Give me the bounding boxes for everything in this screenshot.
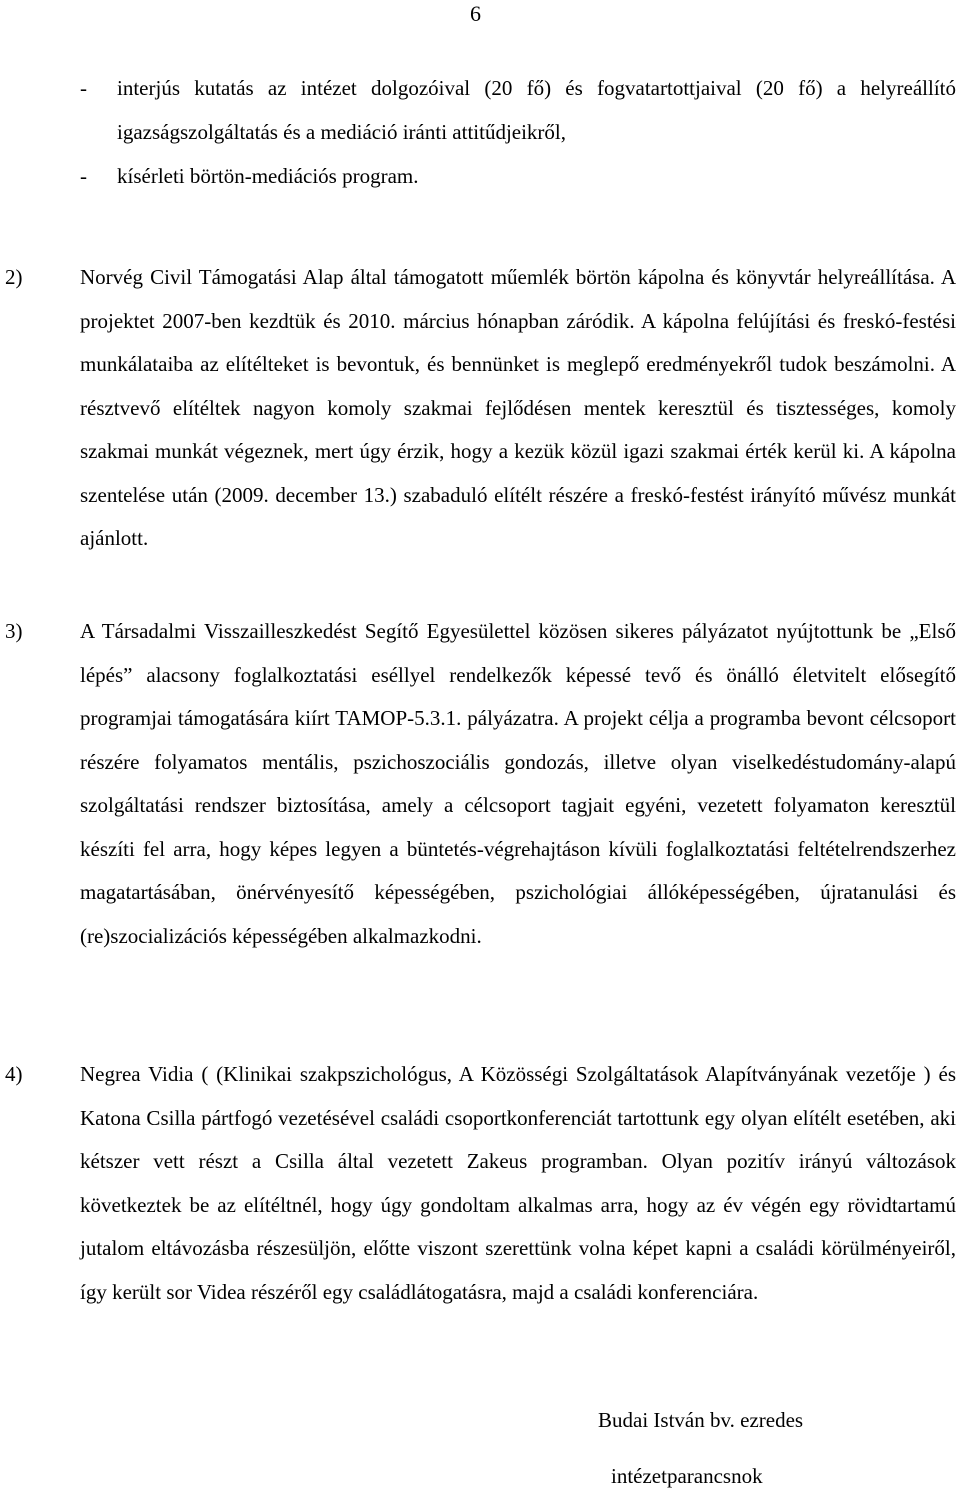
item-paragraph: A Társadalmi Visszailleszkedést Segítő Egyesülettel közösen sikeres pályázatot nyújtottunk be „Első lépés” alacsony foglalkoztatási eséllyel rendelkezők képessé tevő és önálló életvitelt elősegítő programjai támogatására kiírt TAMOP-5.3.1. pályázatra. A projekt célja a programba bevont célcsoport részére folyamatos mentális, pszichoszociális gondozás, illetve olyan viselkedéstudomány-alapú szolgáltatási rendszer biztosítása, amely a célcsoport tagjait egyéni, vezetett folyamaton keresztül készíti fel arra, hogy képes legyen a büntetés-végrehajtáson kívüli foglalkoztatási feltételrendszerhez magatartásában, önérvényesítő képességében, pszichológiai állóképességében, újratanulási és (re)szocializációs képességében alkalmazkodni. [80, 619, 956, 948]
item-paragraph: Negrea Vidia ( (Klinikai szakpszichológus, A Közösségi Szolgáltatások Alapítványának vezetője ) és Katona Csilla pártfogó vezetésével családi csoportkonferenciát tartottunk egy olyan elítélt esetében, aki kétszer vett részt a Csilla által vezetett Zakeus programban. Olyan pozitív irányú változások következtek be az elítéltnél, hogy úgy gondoltam alkalmas arra, hogy az év végén egy rövidtartamú jutalom eltávozásba részesüljön, előtte viszont szerettünk volna képet kapni a családi körülményeiről, így került sor Videa részéről egy családlátogatásra, majd a családi konferenciára. [80, 1062, 956, 1304]
item-paragraph: Norvég Civil Támogatási Alap által támogatott műemlék börtön kápolna és könyvtár helyreállítása. A projektet 2007-ben kezdtük és 2010. március hónapban záródik. A kápolna felújítási és freskó-festési munkálataiba az elítélteket is bevontuk, és bennünket is meglepő eredményekről tudok beszámolni. A résztvevő elítéltek nagyon komoly szakmai fejlődésen mentek keresztül és tisztességes, komoly szakmai munkát végeznek, mert úgy érzik, hogy a kezük közül igazi szakmai érték kerül ki. A kápolna szentelése után (2009. december 13.) szabaduló elítélt részére a freskó-festést irányító művész munkát ajánlott. [80, 265, 956, 550]
page-number: 6 [470, 1, 481, 26]
numbered-item-3 [0, 610, 956, 958]
signature-title: intézetparancsnok [611, 1464, 763, 1488]
item-number: 3) [5, 619, 23, 643]
signature-name: Budai István bv. ezredes [598, 1408, 804, 1432]
bullet-list [80, 66, 956, 198]
item-number: 2) [5, 265, 23, 289]
numbered-item-4 [0, 1053, 956, 1314]
item-number: 4) [5, 1062, 23, 1086]
bullet-text: interjús kutatás az intézet dolgozóival (20 fő) és fogvatartottjaival (20 fő) a helyreállító igazságszolgáltatás és a mediáció iránti attitűdjeikről, [117, 76, 956, 144]
numbered-item-2 [0, 256, 956, 561]
bullet-marker: - [80, 164, 87, 188]
bullet-item [80, 66, 956, 154]
bullet-item [80, 154, 956, 198]
bullet-text: kísérleti börtön-mediációs program. [117, 164, 419, 188]
bullet-marker: - [80, 76, 87, 100]
